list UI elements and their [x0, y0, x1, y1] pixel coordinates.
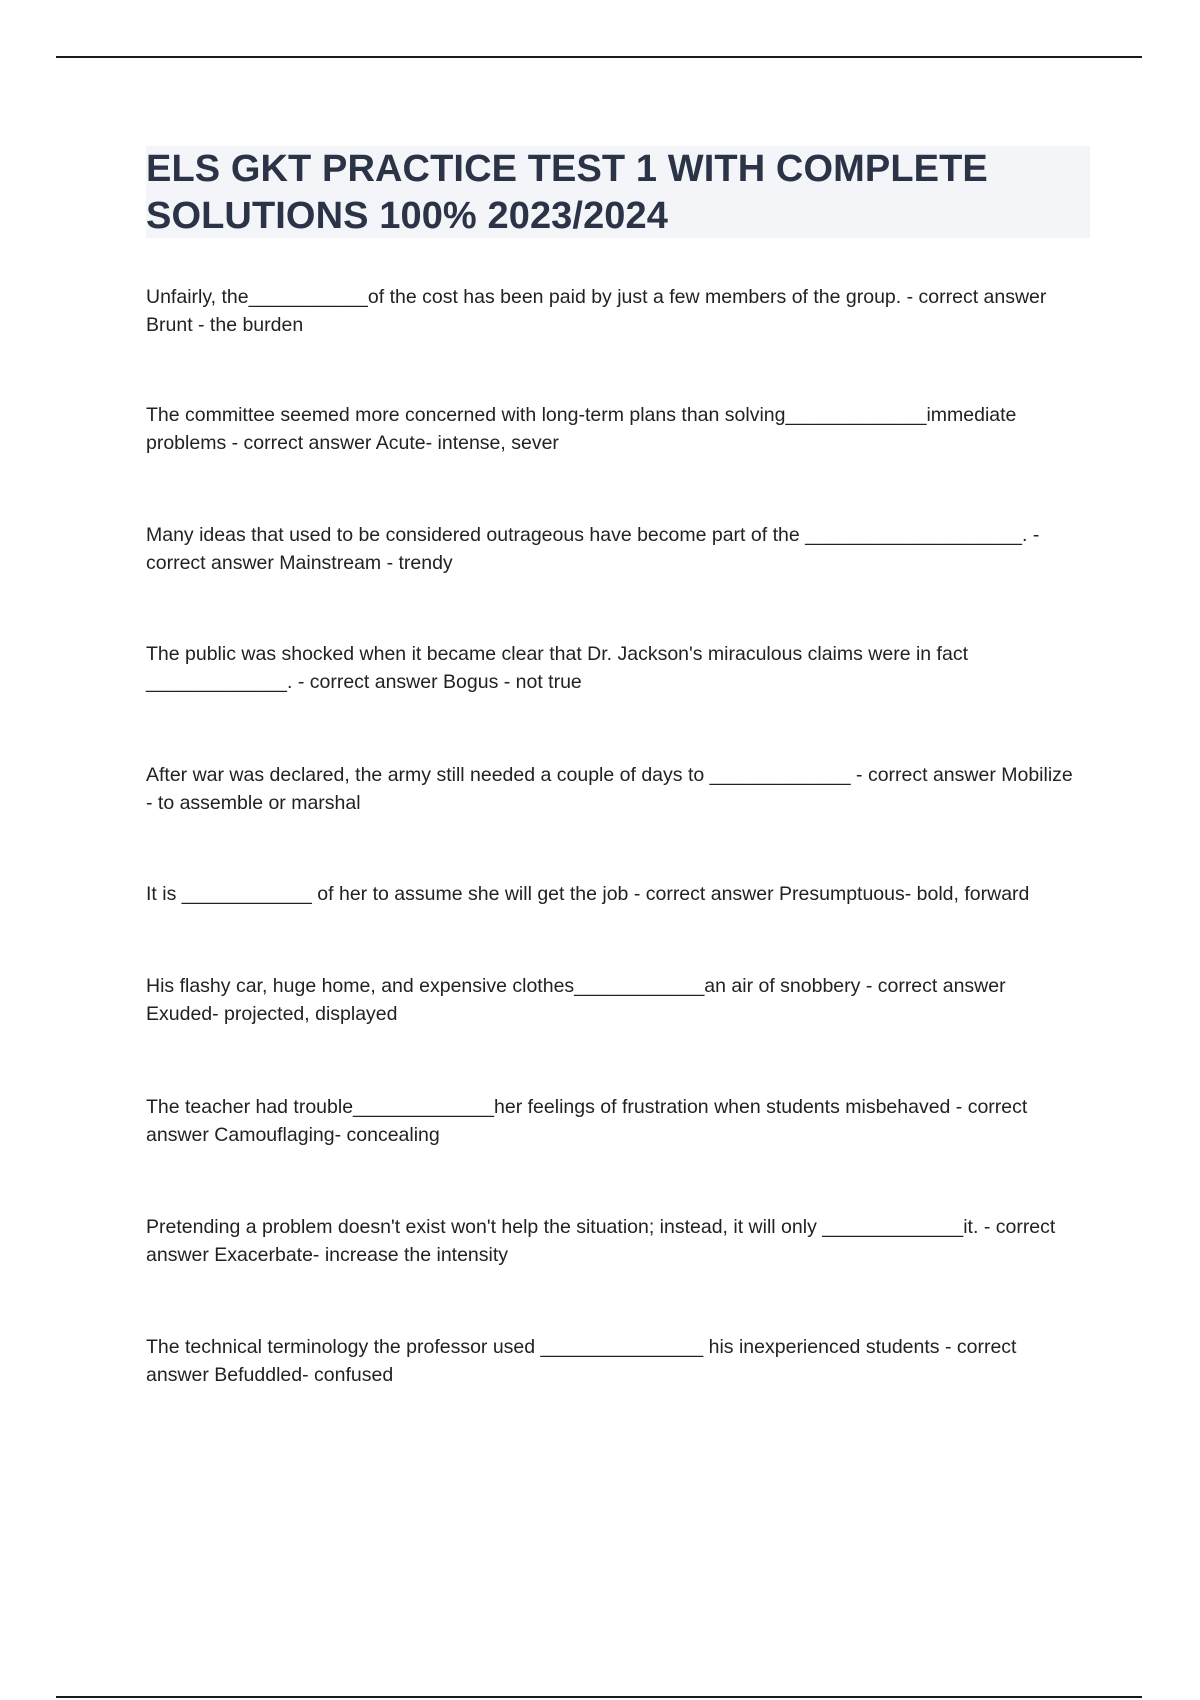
- question-item: Unfairly, the___________of the cost has been paid by just a few members of the group. - correct answer Brunt - the burden: [146, 286, 1047, 336]
- question-item: The public was shocked when it became clear that Dr. Jackson's miraculous claims were in fact _____________. - correct answer Bogus - not true: [146, 643, 968, 693]
- question-item: His flashy car, huge home, and expensive clothes____________an air of snobbery - correct answer Exuded- projected, displayed: [146, 975, 1006, 1025]
- question-item: Many ideas that used to be considered outrageous have become part of the ____________________. - correct answer Mainstream - trendy: [146, 524, 1040, 574]
- bottom-rule: [56, 1696, 1142, 1698]
- question-item: After war was declared, the army still needed a couple of days to _____________ - correct answer Mobilize - to assemble or marshal: [146, 764, 1073, 814]
- top-rule: [56, 56, 1142, 58]
- question-list: [146, 283, 1081, 1453]
- page-title: ELS GKT PRACTICE TEST 1 WITH COMPLETE SOLUTIONS 100% 2023/2024: [146, 148, 988, 237]
- question-item: It is ____________ of her to assume she will get the job - correct answer Presumptuous- bold, forward: [146, 883, 1030, 905]
- question-item: The teacher had trouble_____________her feelings of frustration when students misbehaved - correct answer Camouflaging- concealing: [146, 1096, 1028, 1146]
- question-item: The technical terminology the professor used _______________ his inexperienced students - correct answer Befuddled- confused: [146, 1336, 1017, 1386]
- question-item: The committee seemed more concerned with long-term plans than solving_____________immediate problems - correct answer Acute- intense, sever: [146, 404, 1017, 454]
- question-item: Pretending a problem doesn't exist won't help the situation; instead, it will only _____________it. - correct answer Exacerbate- increase the intensity: [146, 1216, 1056, 1266]
